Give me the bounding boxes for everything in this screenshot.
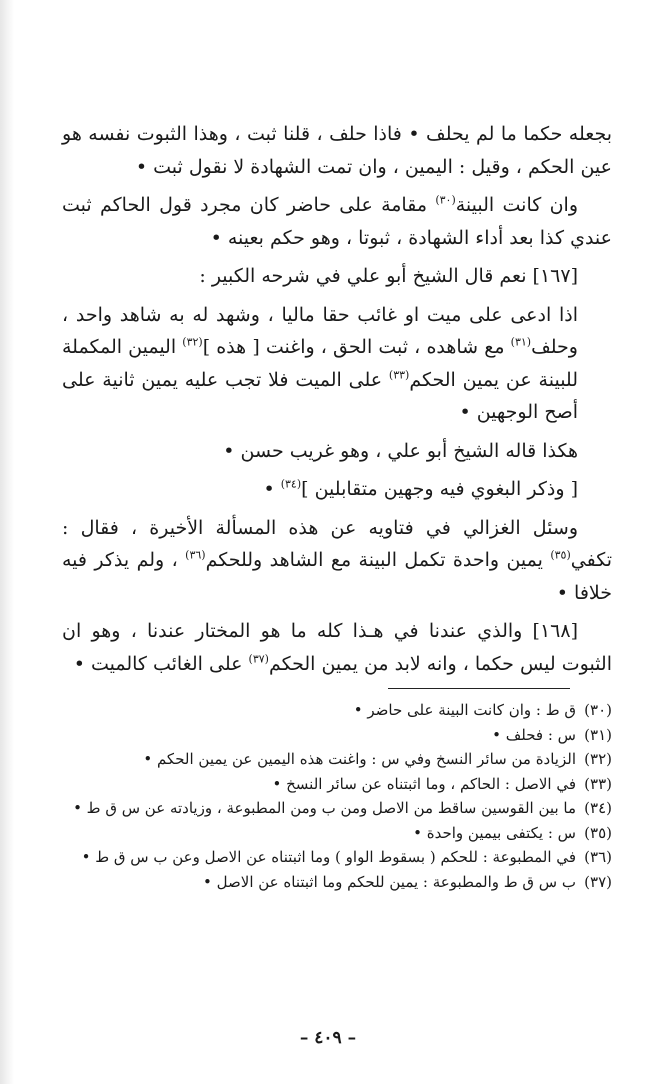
- footnote-separator: [388, 688, 570, 689]
- footnote-text: الزيادة من سائر النسخ وفي س : واغنت هذه اليمين عن يمين الحكم •: [143, 750, 576, 768]
- footnote-37: [60, 870, 612, 895]
- footnote-text: س : فحلف •: [492, 725, 576, 744]
- paragraph-5: [62, 435, 612, 468]
- footnote-35: [60, 821, 612, 846]
- footnotes: [60, 698, 612, 894]
- paragraph-3-text: [١٦٧] نعم قال الشيخ أبو علي في شرحه الكبير :: [199, 265, 578, 287]
- footnote-text: في الاصل : الحاكم ، وما اثبتناه عن سائر النسخ •: [272, 774, 576, 793]
- footnote-number: (٣٤): [584, 799, 612, 817]
- page-number: – ٤٠٩ –: [299, 1028, 357, 1048]
- footnote-30: [60, 698, 612, 723]
- footnote-ref-30: (٣٠): [435, 193, 456, 207]
- paragraph-3: [62, 260, 612, 293]
- footnote-text: في المطبوعة : للحكم ( بسقوط الواو ) وما اثبتناه عن الاصل وعن ب س ق ط •: [81, 848, 576, 866]
- paragraph-2-text-b: مقامة على حاضر كان مجرد قول الحاكم ثبت عندي كذا بعد أداء الشهادة ، ثبوتا ، وهو حكم بعينه •: [62, 194, 612, 249]
- paragraph-5-text: هكذا قاله الشيخ أبو علي ، وهو غريب حسن •: [223, 439, 578, 462]
- paragraph-7-text-b: يمين واحدة تكمل البينة مع الشاهد وللحكم: [205, 549, 543, 571]
- footnote-number: (٣٥): [584, 823, 612, 842]
- footnote-number: (٣٣): [584, 774, 612, 793]
- paragraph-6-text-a: [ وذكر البغوي فيه وجهين متقابلين ]: [301, 478, 578, 500]
- footnote-text: س : يكتفى بيمين واحدة •: [413, 823, 576, 842]
- paragraph-6-text-b: •: [263, 478, 275, 500]
- footnote-33: [60, 772, 612, 797]
- paragraph-4-text-c: اليمين المكملة للبينة عن يمين الحكم: [62, 336, 579, 391]
- footnote-number: (٣٢): [584, 750, 612, 768]
- paragraph-1: [62, 118, 612, 183]
- paragraph-4-text-d: على الميت فلا تجب عليه يمين ثانية على أصح الوجهين •: [62, 368, 578, 423]
- footnote-ref-35: (٣٥): [550, 548, 571, 562]
- paragraph-6: [62, 473, 612, 506]
- paragraph-8-text-b: على الغائب كالميت •: [73, 652, 243, 675]
- footnote-number: (٣٠): [584, 701, 612, 719]
- footnote-32: [60, 747, 612, 772]
- paragraph-2-text-a: وان كانت البينة: [455, 194, 578, 216]
- paragraph-7-text-c: ، ولم يذكر فيه خلافا •: [62, 549, 612, 604]
- footnote-ref-37: (٣٧): [248, 652, 269, 666]
- footnote-number: (٣١): [584, 725, 612, 744]
- footnote-text: ق ط : وان كانت البينة على حاضر •: [353, 701, 576, 719]
- paragraph-8: [62, 615, 612, 680]
- footnote-ref-32: (٣٢): [182, 335, 203, 349]
- footnote-number: (٣٧): [584, 872, 612, 891]
- footnote-36: [60, 845, 612, 870]
- footnote-31: [60, 723, 612, 748]
- page-edge-shadow: [0, 0, 14, 1084]
- paragraph-7-text-a: وسئل الغزالي في فتاويه عن هذه المسألة الأخيرة ، فقال : تكفي: [62, 516, 612, 571]
- paragraph-7: [62, 512, 612, 610]
- paragraph-2: [62, 189, 612, 254]
- paragraph-8-text-a: [١٦٨] والذي عندنا في هـذا كله ما هو المختار عندنا ، وهو ان الثبوت ليس حكما ، وانه لابد من يمين الحكم: [62, 620, 612, 675]
- paragraph-1-text: بجعله حكما ما لم يحلف • فاذا حلف ، قلنا ثبت ، وهذا الثبوت نفسه هو عين الحكم ، وقيل : اليمين ، وان تمت الشهادة لا نقول ثبت •: [62, 123, 612, 178]
- main-text: [62, 118, 612, 686]
- paragraph-4-text-b: مع شاهده ، ثبت الحق ، واغنت [ هذه ]: [202, 336, 505, 358]
- footnote-ref-34: (٣٤): [280, 477, 302, 491]
- paragraph-4: [62, 299, 612, 429]
- footnote-34: [60, 796, 612, 821]
- footnote-text: ما بين القوسين ساقط من الاصل ومن ب ومن المطبوعة ، وزيادته عن س ق ط •: [73, 799, 576, 817]
- footnote-text: ب س ق ط والمطبوعة : يمين للحكم وما اثبتناه عن الاصل •: [203, 872, 576, 891]
- footnote-ref-31: (٣١): [510, 335, 532, 349]
- footnote-ref-33: (٣٣): [388, 368, 410, 382]
- paragraph-4-text-a: اذا ادعى على ميت او غائب حقا ماليا ، وشهد له به شاهد واحد ، وحلف: [62, 303, 578, 358]
- footnote-number: (٣٦): [584, 848, 612, 866]
- footnote-ref-36: (٣٦): [185, 548, 206, 562]
